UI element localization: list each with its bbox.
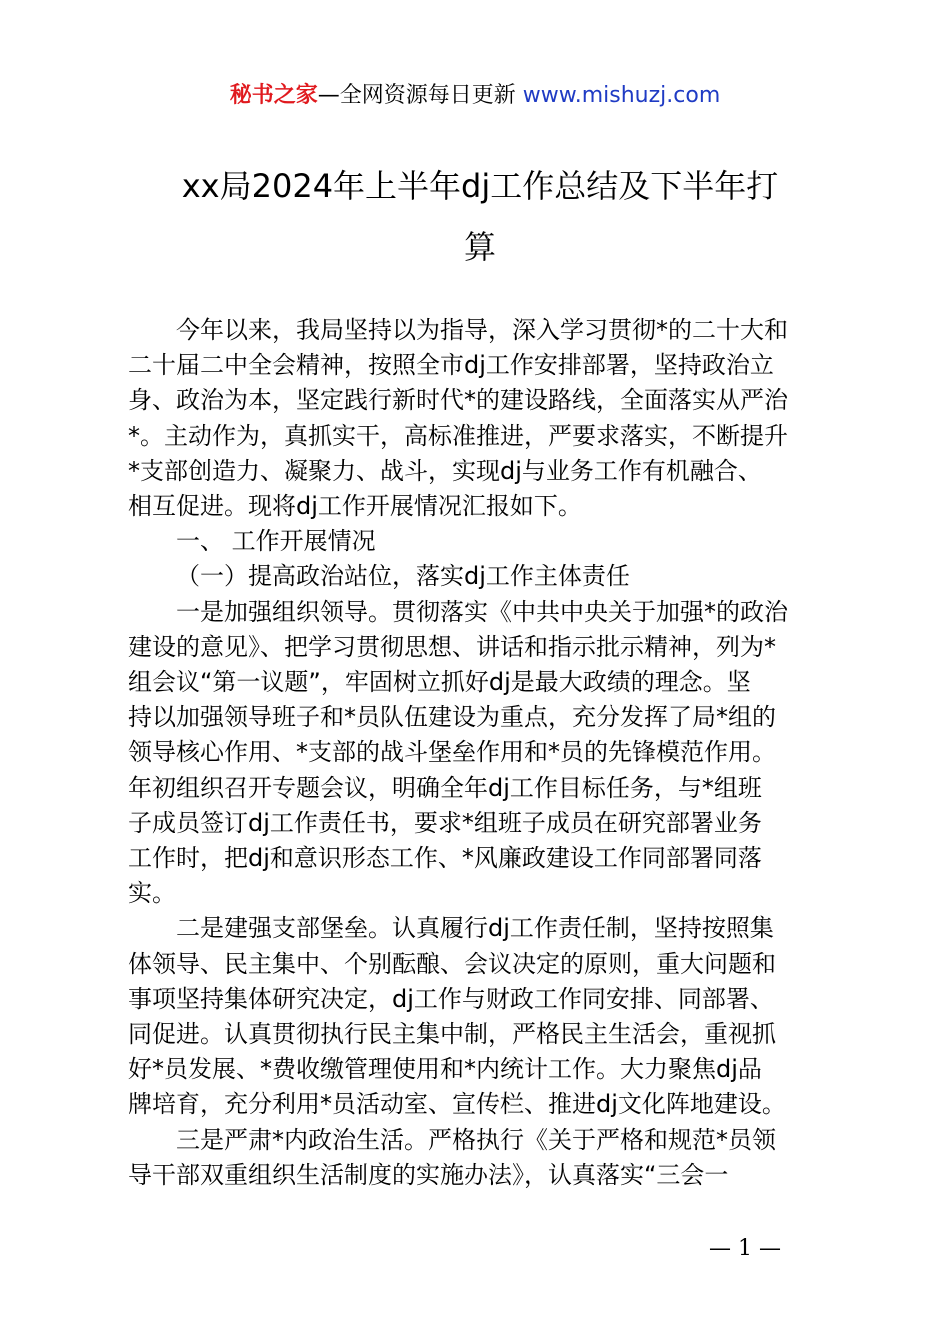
body-line: *。主动作为，真抓实干，高标准推进，严要求落实，不断提升	[128, 421, 788, 450]
section-heading: 一、 工作开展情况	[176, 527, 376, 556]
body-line: 实。	[128, 879, 176, 908]
banner-brand: 秘书之家	[229, 83, 318, 108]
body-line: 同促进。认真贯彻执行民主集中制，严格民主生活会，重视抓	[128, 1020, 776, 1049]
body-line: 子成员签订dj工作责任书，要求*组班子成员在研究部署业务	[128, 808, 762, 837]
body-line: 今年以来，我局坚持以为指导，深入学习贯彻*的二十大和	[176, 316, 788, 344]
body-line: 工作时，把dj和意识形态工作、*风廉政建设工作同部署同落	[128, 844, 762, 873]
site-banner	[0, 80, 950, 112]
body-line: *支部创造力、凝聚力、战斗，实现dj与业务工作有机融合、	[128, 456, 762, 485]
body-line: 导干部双重组织生活制度的实施办法》，认真落实“三会一	[128, 1160, 729, 1189]
title-line-1: xx局2024年上半年dj工作总结及下半年打	[181, 167, 779, 205]
body-line: 相互促进。现将dj工作开展情况汇报如下。	[128, 492, 582, 521]
body-line: 牌培育，充分利用*员活动室、宣传栏、推进dj文化阵地建设。	[128, 1090, 786, 1119]
body-line: 组会议“第一议题”，牢固树立抓好dj是最大政绩的理念。坚	[128, 668, 751, 697]
subsection-heading: （一）提高政治站位，落实dj工作主体责任	[176, 562, 630, 591]
body-line: 事项坚持集体研究决定，dj工作与财政工作同安排、同部署、	[128, 984, 774, 1013]
body-line: 建设的意见》、把学习贯彻思想、讲话和指示批示精神，列为*	[128, 632, 776, 661]
body-line: 持以加强领导班子和*员队伍建设为重点，充分发挥了局*组的	[128, 703, 776, 732]
body-line: 体领导、民主集中、个别酝酿、会议决定的原则，重大问题和	[128, 949, 776, 978]
body-line: 年初组织召开专题会议，明确全年dj工作目标任务，与*组班	[128, 773, 762, 802]
title-line-2: 算	[463, 228, 496, 266]
banner-url-link[interactable]: www.mishuzj.com	[522, 83, 721, 108]
body-line: 二是建强支部堡垒。认真履行dj工作责任制，坚持按照集	[176, 914, 774, 943]
banner-tagline: —全网资源每日更新	[317, 83, 516, 108]
document-title	[130, 162, 830, 271]
body-line: 二十届二中全会精神，按照全市dj工作安排部署，坚持政治立	[128, 351, 774, 380]
body-line: 身、政治为本，坚定践行新时代*的建设路线，全面落实从严治	[128, 386, 788, 415]
body-line: 一是加强组织领导。贯彻落实《中共中央关于加强*的政治	[176, 597, 788, 626]
page-number: — 1 —	[709, 1236, 781, 1261]
body-line: 三是严肃*内政治生活。严格执行《关于严格和规范*员领	[176, 1125, 776, 1154]
body-line: 好*员发展、*费收缴管理使用和*内统计工作。大力聚焦dj品	[128, 1055, 762, 1084]
document-body	[128, 313, 838, 1193]
body-line: 领导核心作用、*支部的战斗堡垒作用和*员的先锋模范作用。	[128, 738, 776, 767]
